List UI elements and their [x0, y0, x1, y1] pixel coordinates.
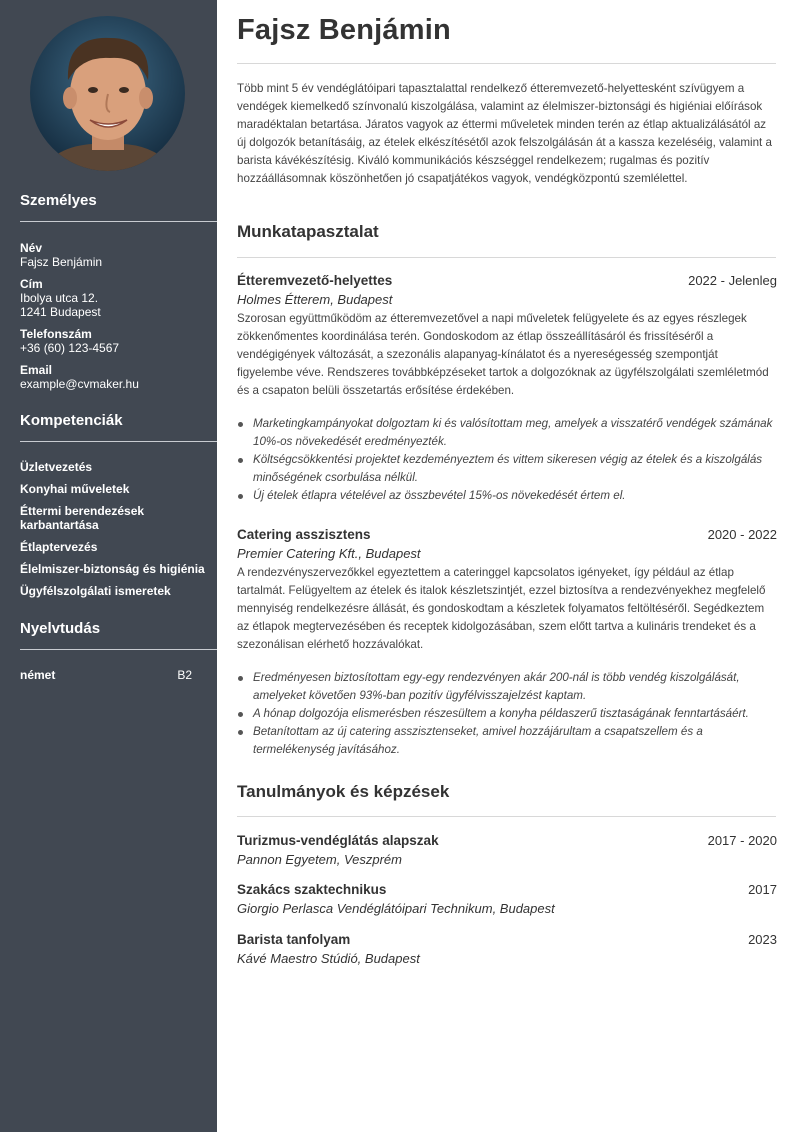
skill-item: Élelmiszer-biztonság és higiénia [20, 562, 205, 576]
skill-item: Éttermi berendezések karbantartása [20, 504, 145, 532]
education-institution: Pannon Egyetem, Veszprém [237, 852, 402, 867]
bullet-icon [238, 712, 243, 717]
name-label: Név [20, 241, 43, 255]
education-entry [237, 882, 777, 916]
job-date: 2022 - Jelenleg [688, 273, 777, 288]
personal-address [20, 277, 210, 319]
achievement-text: A hónap dolgozója elismerésben részesültem a konyha példaszerű tisztaságának fenntartásáért. [253, 707, 749, 720]
languages-heading: Nyelvtudás [20, 620, 101, 637]
address-line-2: 1241 Budapest [20, 305, 101, 319]
profile-photo [30, 16, 185, 171]
education-institution: Giorgio Perlasca Vendéglátóipari Technikum, Budapest [237, 901, 555, 916]
personal-divider [20, 221, 217, 222]
bullet-icon [238, 422, 243, 427]
name-value: Fajsz Benjámin [20, 255, 103, 269]
achievement-text: Költségcsökkentési projektet kezdeményeztem és vittem sikeresen végig az ételek és a kiszolgálás minőségének csorbulása nélkül. [253, 453, 763, 484]
education-entry [237, 833, 777, 867]
education-title: Szakács szaktechnikus [237, 882, 387, 897]
avatar [30, 16, 185, 171]
job-employer: Holmes Étterem, Budapest [237, 292, 393, 307]
bullet-icon [238, 458, 243, 463]
education-date: 2017 [748, 882, 777, 897]
email-value: example@cvmaker.hu [20, 377, 139, 391]
skill-item: Ügyfélszolgálati ismeretek [20, 584, 171, 598]
achievement-item [237, 415, 777, 451]
language-level: B2 [177, 668, 192, 682]
skill-item: Konyhai műveletek [20, 482, 130, 496]
language-item [20, 668, 192, 682]
experience-heading: Munkatapasztalat [237, 222, 379, 241]
education-date: 2023 [748, 932, 777, 947]
title-divider [237, 63, 776, 64]
bullet-icon [238, 494, 243, 499]
phone-value: +36 (60) 123-4567 [20, 341, 120, 355]
skills-list [20, 460, 215, 606]
experience-divider [237, 257, 776, 258]
bullet-icon [238, 676, 243, 681]
skills-divider [20, 441, 217, 442]
personal-name [20, 241, 210, 269]
language-name: német [20, 668, 56, 682]
job-header [237, 273, 777, 288]
achievement-item [237, 705, 777, 723]
achievement-item [237, 487, 777, 505]
job-header [237, 527, 777, 542]
job-entry [237, 527, 777, 759]
personal-phone [20, 327, 210, 355]
job-description: A rendezvényszervezőkkel egyeztettem a cateringgel kapcsolatos igényeket, így például az étlap tartalmát. Felügyeltem az ételek és italok készletszintjét, ezzel biztosítva a rendezvényekhez megfelelő mennyiség rendelkezésre állását, és gondoskodtam a készletek folyamatos feltöltéséről. Segédkeztem az étlapok megtervezésében és receptek kidolgozásában, szem előtt tartva a kulináris trendeket és a szezonálisan elérhető hozzávalókat. [237, 566, 766, 651]
skill-item: Üzletvezetés [20, 460, 93, 474]
achievement-text: Betanítottam az új catering asszisztenseket, amivel hozzájárultam a csapatszellem és a termelékenység javításához. [253, 725, 703, 756]
languages-divider [20, 649, 217, 650]
job-date: 2020 - 2022 [707, 527, 777, 542]
education-header [237, 833, 777, 848]
personal-email [20, 363, 210, 391]
address-line-1: Ibolya utca 12. [20, 291, 99, 305]
skill-item: Étlaptervezés [20, 540, 98, 554]
job-employer: Premier Catering Kft., Budapest [237, 546, 421, 561]
education-entry [237, 932, 777, 966]
job-entry [237, 273, 777, 505]
education-header [237, 932, 777, 947]
education-title: Barista tanfolyam [237, 932, 351, 947]
achievement-text: Új ételek étlapra vételével az összbevétel 15%-os növekedését értem el. [253, 489, 626, 502]
achievement-item [237, 451, 777, 487]
job-description: Szorosan együttműködöm az étteremvezetővel a napi műveletek felügyelete és az egyes részlegek zökkenőmentes koordinálása terén. Gondoskodom az étlap összeállításáról és frissítéséről a vendégigények változását, a szezonális alapanyag-kínálatot és a nyereségesség szempontját figyelembe véve. Rendszeres továbbképzéseket tartok a dolgozóknak az ügyfélszolgálati szemléletmód és a csapaton belüli összetartás erősítése érdekében. [237, 312, 769, 397]
achievement-item [237, 669, 777, 705]
education-header [237, 882, 777, 897]
personal-heading: Személyes [20, 192, 97, 209]
job-title: Catering asszisztens [237, 527, 371, 542]
achievement-text: Marketingkampányokat dolgoztam ki és valósítottam meg, amelyek a visszatérő vendégek számának 10%-os növekedését eredményezték. [253, 417, 773, 448]
education-title: Turizmus-vendéglátás alapszak [237, 833, 439, 848]
job-achievements [237, 415, 777, 505]
sidebar [0, 0, 217, 1132]
profile-summary: Több mint 5 év vendéglátóipari tapasztalattal rendelkező étteremvezető-helyettesként szívügyem a vendégek kiemelkedő színvonalú kiszolgálása, valamint az élelmiszer-biztonsági és higiéniai előírások maradéktalan betartása. Járatos vagyok az éttermi műveletek minden terén az étlap aktualizálásától az új dolgozók betanításáig, az ételek elkészítésétől azok felszolgálásán át a kassza kezeléséig, valamint a barista kávékészítésig. Kiváló kommunikációs készséggel rendelkezem; rugalmas és pozitív hozzáállásomnak köszönhetően jó csapatjátékos vagyok, vendégközpontú szemlélettel. [237, 82, 772, 185]
job-title: Étteremvezető-helyettes [237, 273, 393, 288]
achievement-text: Eredményesen biztosítottam egy-egy rendezvényen akár 200-nál is több vendég kiszolgálását, amelyeket követően 93%-ban pozitív ügyfélvisszajelzést kaptam. [253, 671, 740, 702]
skills-heading: Kompetenciák [20, 412, 123, 429]
job-achievements [237, 669, 777, 759]
email-label: Email [20, 363, 53, 377]
phone-label: Telefonszám [20, 327, 92, 341]
page-title: Fajsz Benjámin [237, 14, 451, 46]
bullet-icon [238, 730, 243, 735]
education-institution: Kávé Maestro Stúdió, Budapest [237, 951, 420, 966]
education-divider [237, 816, 776, 817]
address-label: Cím [20, 277, 43, 291]
education-heading: Tanulmányok és képzések [237, 782, 450, 801]
education-date: 2017 - 2020 [707, 833, 777, 848]
achievement-item [237, 723, 777, 759]
